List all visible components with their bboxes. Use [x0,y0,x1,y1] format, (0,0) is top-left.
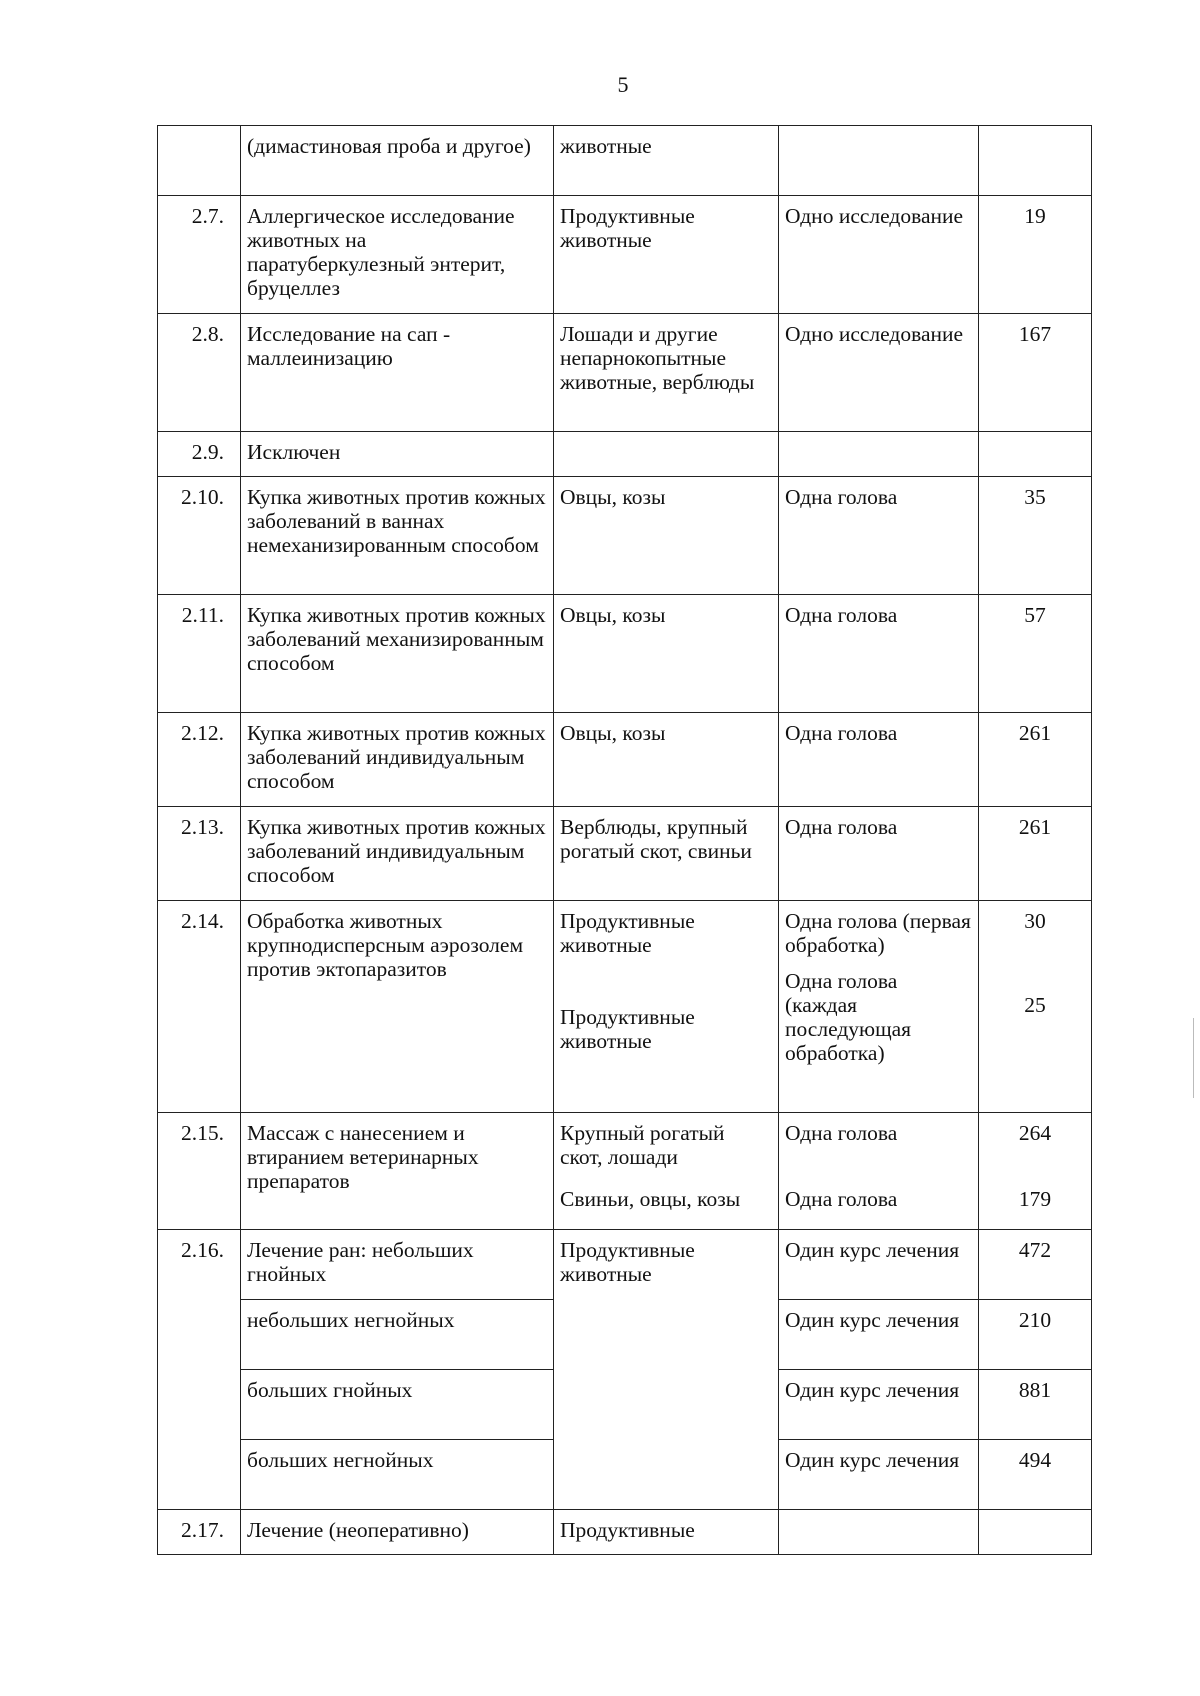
unit-of-measure-group [779,901,979,1113]
page-number: 5 [617,72,629,97]
service-name: больших гнойных [241,1370,554,1440]
animal-type: Продуктивные животные [554,1230,779,1510]
table-row [158,477,1092,595]
animal-type-group [554,1113,779,1230]
unit-of-measure: Одна голова [779,807,979,901]
unit-of-measure: Одна голова (первая обработка) [785,909,971,957]
animal-type: Овцы, козы [554,595,779,713]
price: 57 [979,595,1092,713]
row-number: 2.15. [158,1113,241,1230]
animal-type [554,432,779,477]
service-name: Лечение (неоперативно) [241,1510,554,1555]
price [979,1510,1092,1555]
price: 30 [1024,909,1046,933]
table-row [158,1113,1092,1230]
table-row [158,1230,1092,1300]
unit-of-measure [779,432,979,477]
unit-of-measure [779,1510,979,1555]
unit-of-measure: Один курс лечения [779,1440,979,1510]
service-name: Купка животных против кожных заболеваний механизированным способом [241,595,554,713]
row-number [158,126,241,196]
service-name: Обработка животных крупнодисперсным аэрозолем против эктопаразитов [241,901,554,1113]
scan-artifact-line [1193,1018,1194,1098]
service-name: Аллергическое исследование животных на паратуберкулезный энтерит, бруцеллез [241,196,554,314]
service-name: Купка животных против кожных заболеваний индивидуальным способом [241,807,554,901]
row-number: 2.7. [158,196,241,314]
price-group [979,901,1092,1113]
row-number: 2.11. [158,595,241,713]
table-row [158,901,1092,1113]
unit-of-measure: Одна голова (каждая последующая обработка) [785,969,912,1065]
row-number: 2.8. [158,314,241,432]
unit-of-measure: Один курс лечения [779,1370,979,1440]
row-number: 2.12. [158,713,241,807]
row-number: 2.10. [158,477,241,595]
row-number: 2.16. [158,1230,241,1510]
table-row [158,126,1092,196]
price: 472 [979,1230,1092,1300]
animal-type: Продуктивные [554,1510,779,1555]
unit-of-measure-group [779,1113,979,1230]
service-name: Купка животных против кожных заболеваний индивидуальным способом [241,713,554,807]
service-name: Массаж с нанесением и втиранием ветеринарных препаратов [241,1113,554,1230]
table-row [158,713,1092,807]
unit-of-measure: Одна голова [779,477,979,595]
price: 19 [979,196,1092,314]
unit-of-measure: Один курс лечения [779,1300,979,1370]
unit-of-measure [779,126,979,196]
table-row [158,432,1092,477]
animal-type: животные [554,126,779,196]
animal-type: Верблюды, крупный рогатый скот, свиньи [554,807,779,901]
animal-type: Продуктивные животные [554,196,779,314]
table-row [158,1510,1092,1555]
service-name: Исследование на сап - маллеинизацию [241,314,554,432]
table-row [158,196,1092,314]
unit-of-measure: Одно исследование [779,314,979,432]
price: 25 [1024,993,1046,1017]
service-name: небольших негнойных [241,1300,554,1370]
price: 264 [1018,1121,1052,1145]
service-name: Лечение ран: небольших гнойных [241,1230,554,1300]
table-row [158,314,1092,432]
service-name: (димастиновая проба и другое) [241,126,554,196]
table-row [158,595,1092,713]
price: 167 [979,314,1092,432]
unit-of-measure: Одна голова [779,595,979,713]
table-row [158,807,1092,901]
unit-of-measure: Одна голова [785,1187,898,1211]
row-number: 2.13. [158,807,241,901]
price: 261 [979,713,1092,807]
price [979,432,1092,477]
animal-type: Продуктивные животные [560,909,695,957]
price: 494 [979,1440,1092,1510]
row-number: 2.14. [158,901,241,1113]
animal-type: Овцы, козы [554,713,779,807]
animal-type: Крупный рогатый скот, лошади [560,1121,725,1169]
row-number: 2.17. [158,1510,241,1555]
animal-type: Свиньи, овцы, козы [560,1187,741,1211]
price [979,126,1092,196]
tariff-table [157,125,1092,1555]
service-name: больших негнойных [241,1440,554,1510]
price: 179 [1018,1187,1052,1211]
animal-type-group [554,901,779,1113]
animal-type: Овцы, козы [554,477,779,595]
unit-of-measure: Одна голова [785,1121,898,1145]
service-name: Купка животных против кожных заболеваний в ваннах немеханизированным способом [241,477,554,595]
price-group [979,1113,1092,1230]
animal-type: Лошади и другие непарнокопытные животные, верблюды [554,314,779,432]
price: 261 [979,807,1092,901]
service-name: Исключен [241,432,554,477]
row-number: 2.9. [158,432,241,477]
unit-of-measure: Один курс лечения [779,1230,979,1300]
price: 210 [979,1300,1092,1370]
unit-of-measure: Одно исследование [779,196,979,314]
price: 881 [979,1370,1092,1440]
price: 35 [979,477,1092,595]
unit-of-measure: Одна голова [779,713,979,807]
animal-type: Продуктивные животные [560,1005,695,1053]
